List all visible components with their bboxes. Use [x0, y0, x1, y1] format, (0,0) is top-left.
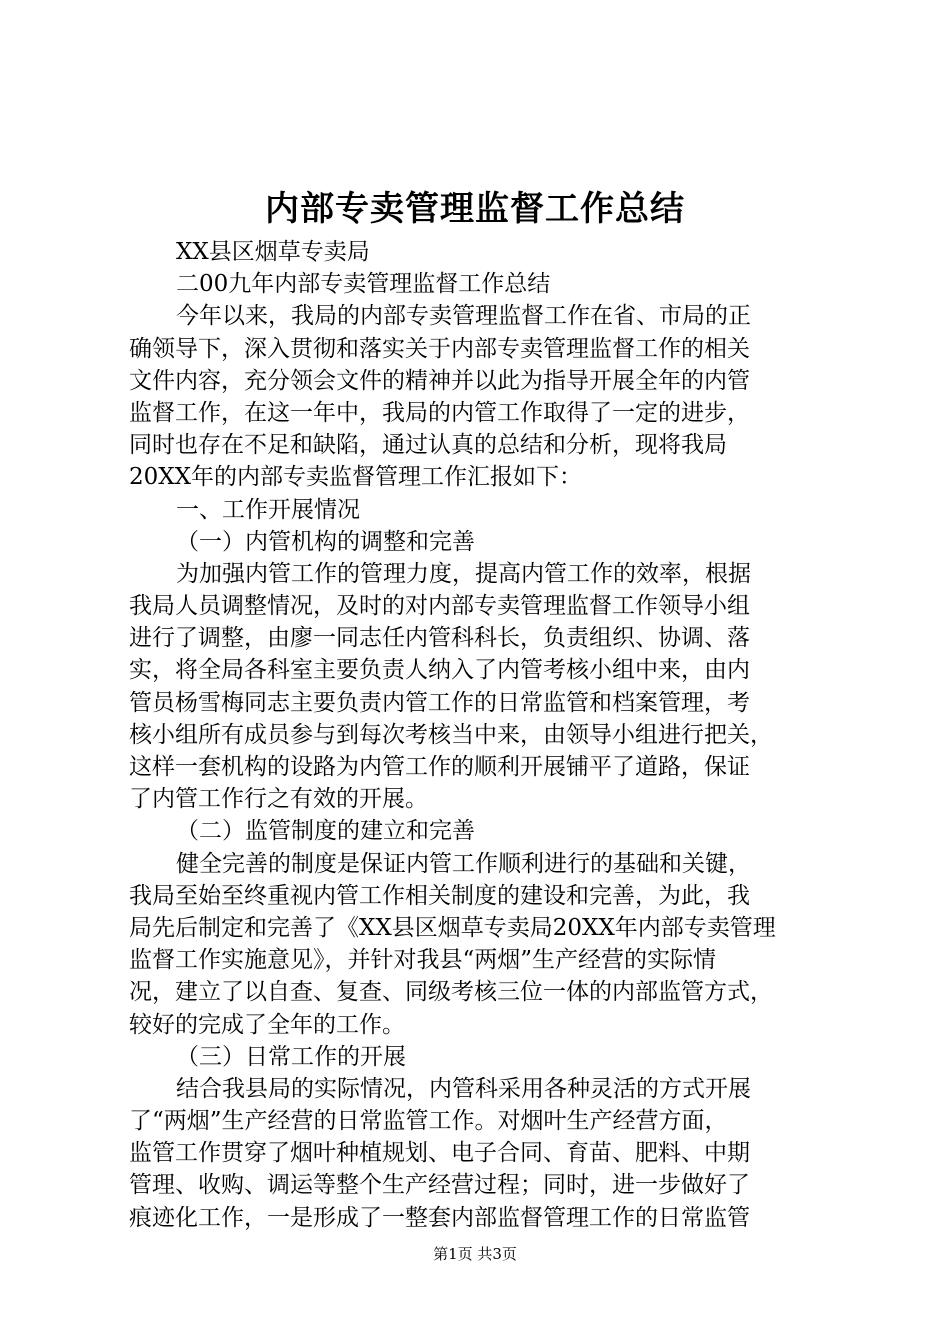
text-line: 进行了调整，由廖一同志任内管科科长，负责组织、协调、落 [129, 625, 750, 652]
text-line: 我局至始至终重视内管工作相关制度的建设和完善，为此，我 [129, 882, 750, 909]
text-line: 为加强内管工作的管理力度，提高内管工作的效率，根据 [176, 560, 751, 587]
document-title: 内部专卖管理监督工作总结 [265, 189, 685, 229]
text-line: 管理、收购、调运等整个生产经营过程；同时，进一步做好了 [129, 1172, 750, 1199]
text-line: 较好的完成了全年的工作。 [129, 1011, 405, 1038]
text-line: 管员杨雪梅同志主要负责内管工作的日常监管和档案管理，考 [129, 689, 750, 716]
text-line: （一）内管机构的调整和完善 [176, 528, 475, 555]
text-line: 文件内容，充分领会文件的精神并以此为指导开展全年的内管 [129, 367, 750, 394]
text-line: 一、工作开展情况 [176, 496, 360, 523]
text-line: 核小组所有成员参与到每次考核当中来，由领导小组进行把关， [129, 721, 773, 748]
text-line: （三）日常工作的开展 [176, 1043, 406, 1070]
text-line: XX县区烟草专卖局 [176, 239, 370, 265]
text-line: 痕迹化工作，一是形成了一整套内部监督管理工作的日常监管 [129, 1204, 750, 1231]
text-line: 况，建立了以自查、复查、同级考核三位一体的内部监管方式， [129, 979, 773, 1006]
text-line: 了内管工作行之有效的开展。 [129, 786, 428, 813]
text-line: 监督工作实施意见》，并针对我县“两烟”生产经营的实际情 [129, 947, 717, 974]
page-footer: 第1页 共3页 [433, 1245, 517, 1263]
text-line: 局先后制定和完善了《XX县区烟草专卖局20XX年内部专卖管理 [129, 914, 776, 941]
text-line: 我局人员调整情况，及时的对内部专卖管理监督工作领导小组 [129, 593, 750, 620]
text-line: 结合我县局的实际情况，内管科采用各种灵活的方式开展 [176, 1075, 751, 1102]
text-line: 监督工作，在这一年中，我局的内管工作取得了一定的进步， [129, 399, 750, 426]
text-line: 这样一套机构的设路为内管工作的顺利开展铺平了道路，保证 [129, 754, 750, 780]
text-line: （二）监管制度的建立和完善 [176, 818, 475, 845]
text-line: 了“两烟”生产经营的日常监管工作。对烟叶生产经营方面， [129, 1108, 728, 1135]
text-line: 同时也存在不足和缺陷，通过认真的总结和分析，现将我局 [129, 432, 727, 459]
document-body [129, 236, 839, 1234]
text-line: 监管工作贯穿了烟叶种植规划、电子合同、育苗、肥料、中期 [129, 1140, 750, 1167]
text-line: 健全完善的制度是保证内管工作顺利进行的基础和关键， [176, 850, 751, 877]
text-line: 确领导下，深入贯彻和落实关于内部专卖管理监督工作的相关 [129, 335, 750, 362]
text-line: 今年以来，我局的内部专卖管理监督工作在省、市局的正 [176, 303, 751, 330]
text-line: 20XX年的内部专卖监督管理工作汇报如下： [129, 464, 583, 491]
text-line: 二00九年内部专卖管理监督工作总结 [176, 271, 551, 298]
text-line: 实，将全局各科室主要负责人纳入了内管考核小组中来，由内 [129, 657, 750, 684]
